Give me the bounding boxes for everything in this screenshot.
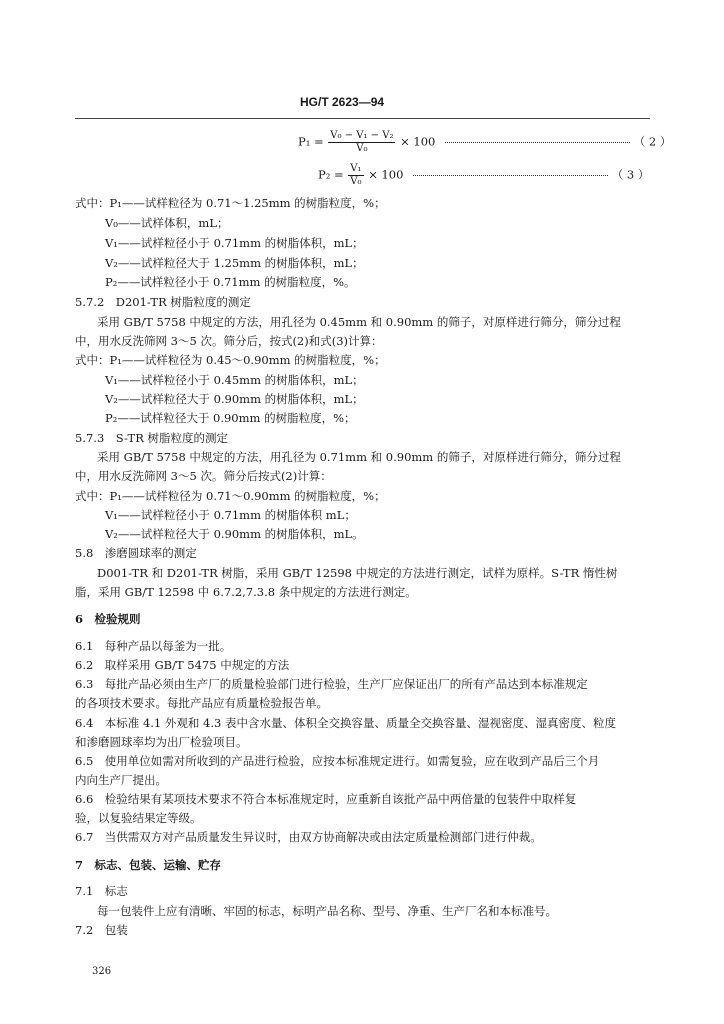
formula-2 [298,130,671,155]
def-line: 式中：P₁——试样粒径为 0.71～0.90mm 的树脂粒度，%； [75,489,386,503]
def-line: V₁——试样粒径小于 0.71mm 的树脂体积，mL； [105,236,364,250]
def-line: V₂——试样粒径大于 0.90mm 的树脂体积，mL； [105,392,364,406]
formula-2-number: （ 2 ） [633,134,672,149]
clause-6-3: 6.3 每批产品必须由生产厂的质量检验部门进行检验，生产厂应保证出厂的所有产品达到本标准规定 [75,677,588,691]
clause-6-2: 6.2 取样采用 GB/T 5475 中规定的方法 [75,658,290,672]
formula-3-rhs: × 100 [368,167,404,182]
clause-6-5: 6.5 使用单位如需对所收到的产品进行检验，应按本标准规定进行。如需复验，应在收到产品后三个月 [75,754,600,768]
formula-3-numerator: V₁ [350,163,362,174]
section-heading-7-1: 7.1 标志 [75,884,128,898]
def-line: V₁——试样粒径小于 0.45mm 的树脂体积，mL； [105,373,364,387]
formula-2-numerator: V₀ − V₁ − V₂ [330,130,394,141]
formula-3-number: （ 3 ） [611,167,650,182]
paragraph-line: 每一包装件上应有清晰、牢固的标志，标明产品名称、型号、净重、生产厂名和本标准号。 [97,904,557,918]
header-rule [75,118,650,119]
paragraph-line: D001-TR 和 D201-TR 树脂，采用 GB/T 12598 中规定的方法进行测定，试样为原样。S-TR 惰性树 [97,566,618,580]
clause-6-4: 6.4 本标准 4.1 外观和 4.3 表中含水量、体积全交换容量、质量全交换容量、湿视密度、湿真密度、粒度 [75,716,616,730]
chapter-heading-7: 7 标志、包装、运输、贮存 [75,858,222,872]
clause-6-6-cont: 验，以复验结果定等级。 [75,811,202,825]
paragraph-line: 采用 GB/T 5758 中规定的方法，用孔径为 0.71mm 和 0.90mm 的筛子，对原样进行筛分，筛分过程 [97,450,621,464]
paragraph-line: 脂，采用 GB/T 12598 中 6.7.2,7.3.8 条中规定的方法进行测定。 [75,585,417,599]
formula-2-denominator: V₀ [356,143,368,154]
formula-2-leader [445,142,630,143]
formula-3-lhs: P₂ = [318,167,344,182]
def-line: V₁——试样粒径小于 0.71mm 的树脂体积 mL； [105,508,356,522]
section-heading-7-2: 7.2 包装 [75,923,128,937]
def-line: P₂——试样粒径大于 0.90mm 的树脂粒度，%； [105,411,356,425]
formula-3-fraction [348,163,363,188]
def-line: 式中：P₁——试样粒径为 0.45～0.90mm 的树脂粒度，%； [75,353,386,367]
clause-6-3-cont: 的各项技术要求。每批产品应有质量检验报告单。 [75,696,328,710]
section-heading-5-7-3: 5.7.3 S-TR 树脂粒度的测定 [75,431,229,445]
formula-3-leader [413,175,608,176]
chapter-heading-6: 6 检验规则 [75,612,141,626]
def-line: V₂——试样粒径大于 0.90mm 的树脂体积，mL。 [105,527,364,541]
clause-6-5-cont: 内向生产厂提出。 [75,773,167,787]
clause-6-6: 6.6 检验结果有某项技术要求不符合本标准规定时，应重新自该批产品中两倍量的包装件中取样复 [75,792,577,806]
clause-6-1: 6.1 每种产品以每釜为一批。 [75,639,232,653]
page-number: 326 [92,966,112,977]
paragraph-line: 采用 GB/T 5758 中规定的方法，用孔径为 0.45mm 和 0.90mm 的筛子，对原样进行筛分，筛分过程 [97,315,621,329]
formula-3-denominator: V₀ [350,176,362,187]
def-line: V₀——试样体积，mL； [105,216,229,230]
formula-3 [318,163,649,188]
standard-code-header: HG/T 2623—94 [300,95,385,109]
def-line: 式中：P₁——试样粒径为 0.71～1.25mm 的树脂粒度，%； [75,196,386,210]
paragraph-line: 中，用水反洗筛网 3～5 次。筛分后，按式(2)和式(3)计算： [75,334,383,348]
section-heading-5-7-2: 5.7.2 D201-TR 树脂粒度的测定 [75,295,251,309]
def-line: P₂——试样粒径小于 0.71mm 的树脂粒度，%。 [105,275,356,289]
clause-6-7: 6.7 当供需双方对产品质量发生异议时，由双方协商解决或由法定质量检测部门进行仲裁。 [75,830,542,844]
clause-6-4-cont: 和渗磨圆球率均为出厂检验项目。 [75,735,248,749]
def-line: V₂——试样粒径大于 1.25mm 的树脂体积，mL； [105,256,364,270]
section-heading-5-8: 5.8 渗磨圆球率的测定 [75,546,197,560]
formula-2-fraction [328,130,395,155]
formula-2-rhs: × 100 [400,134,436,149]
paragraph-line: 中，用水反洗筛网 3～5 次。筛分后按式(2)计算： [75,469,332,483]
formula-2-lhs: P₁ = [298,134,324,149]
